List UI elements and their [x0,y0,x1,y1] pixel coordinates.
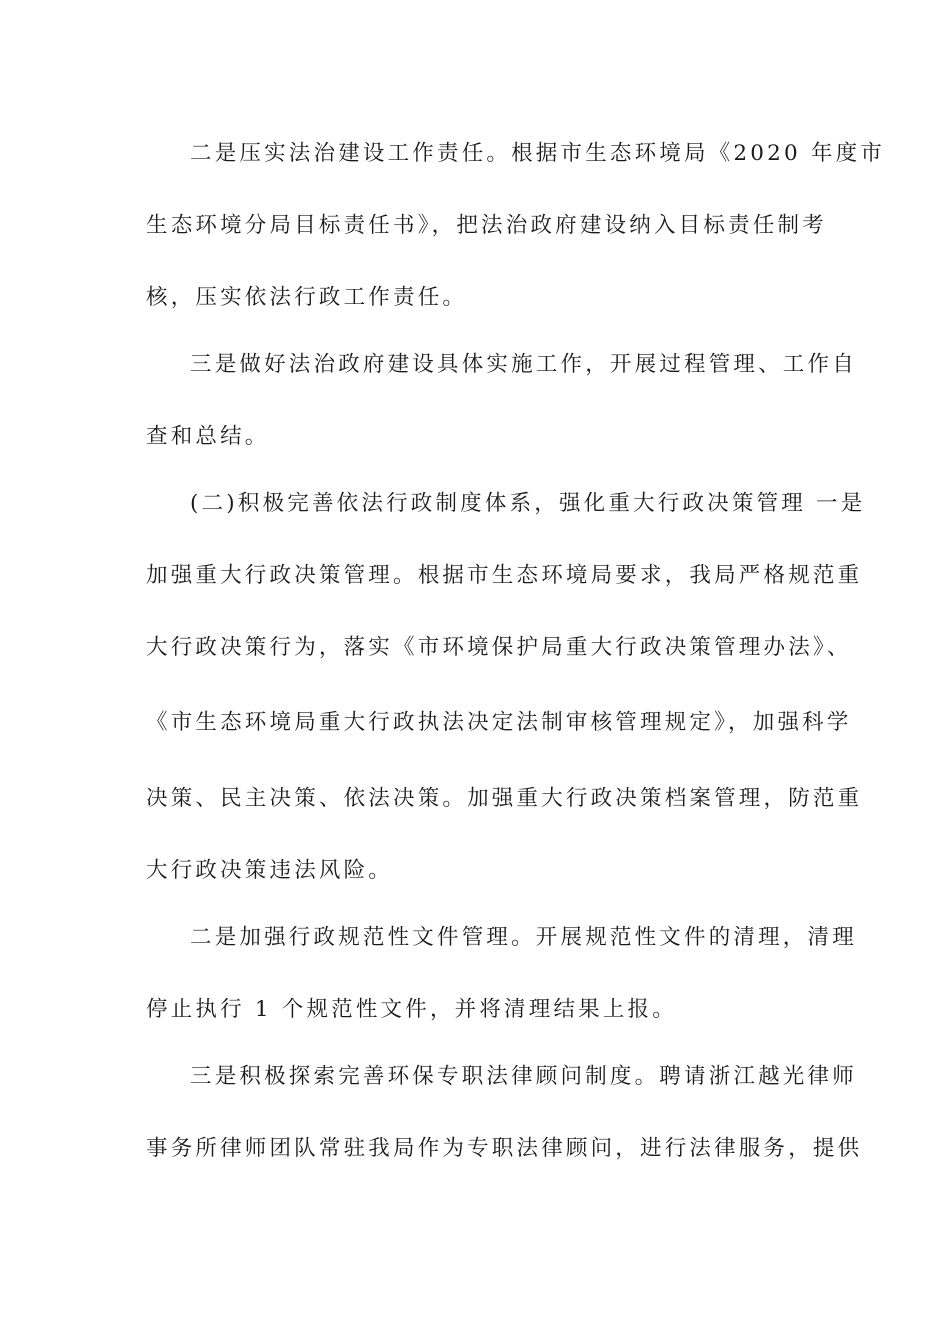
paragraph-line: 事务所律师团队常驻我局作为专职法律顾问，进行法律服务，提供 [146,1136,863,1161]
paragraph-line: 生态环境分局目标责任书》，把法治政府建设纳入目标责任制考 [146,213,827,238]
paragraph-line: 二是压实法治建设工作责任。根据市生态环境局《2020 年度市 [190,141,886,166]
paragraph-line: 大行政决策行为，落实《市环境保护局重大行政决策管理办法》、 [146,635,852,660]
paragraph-line: 加强重大行政决策管理。根据市生态环境局要求，我局严格规范重 [146,563,863,588]
section-heading-line: (二)积极完善依法行政制度体系，强化重大行政决策管理 一是 [190,491,866,516]
paragraph-line: 三是积极探索完善环保专职法律顾问制度。聘请浙江越光律师 [190,1064,857,1089]
paragraph-line: 停止执行 1 个规范性文件，并将清理结果上报。 [146,997,677,1022]
paragraph-line: 大行政决策违法风险。 [146,858,394,883]
paragraph-line: 三是做好法治政府建设具体实施工作，开展过程管理、工作自 [190,352,857,377]
paragraph-line: 决策、民主决策、依法决策。加强重大行政决策档案管理，防范重 [146,786,863,811]
paragraph-line: 《市生态环境局重大行政执法决定法制审核管理规定》，加强科学 [146,710,852,735]
paragraph-line: 查和总结。 [146,424,270,449]
paragraph-line: 核，压实依法行政工作责任。 [146,285,468,310]
paragraph-line: 二是加强行政规范性文件管理。开展规范性文件的清理，清理 [190,925,857,950]
